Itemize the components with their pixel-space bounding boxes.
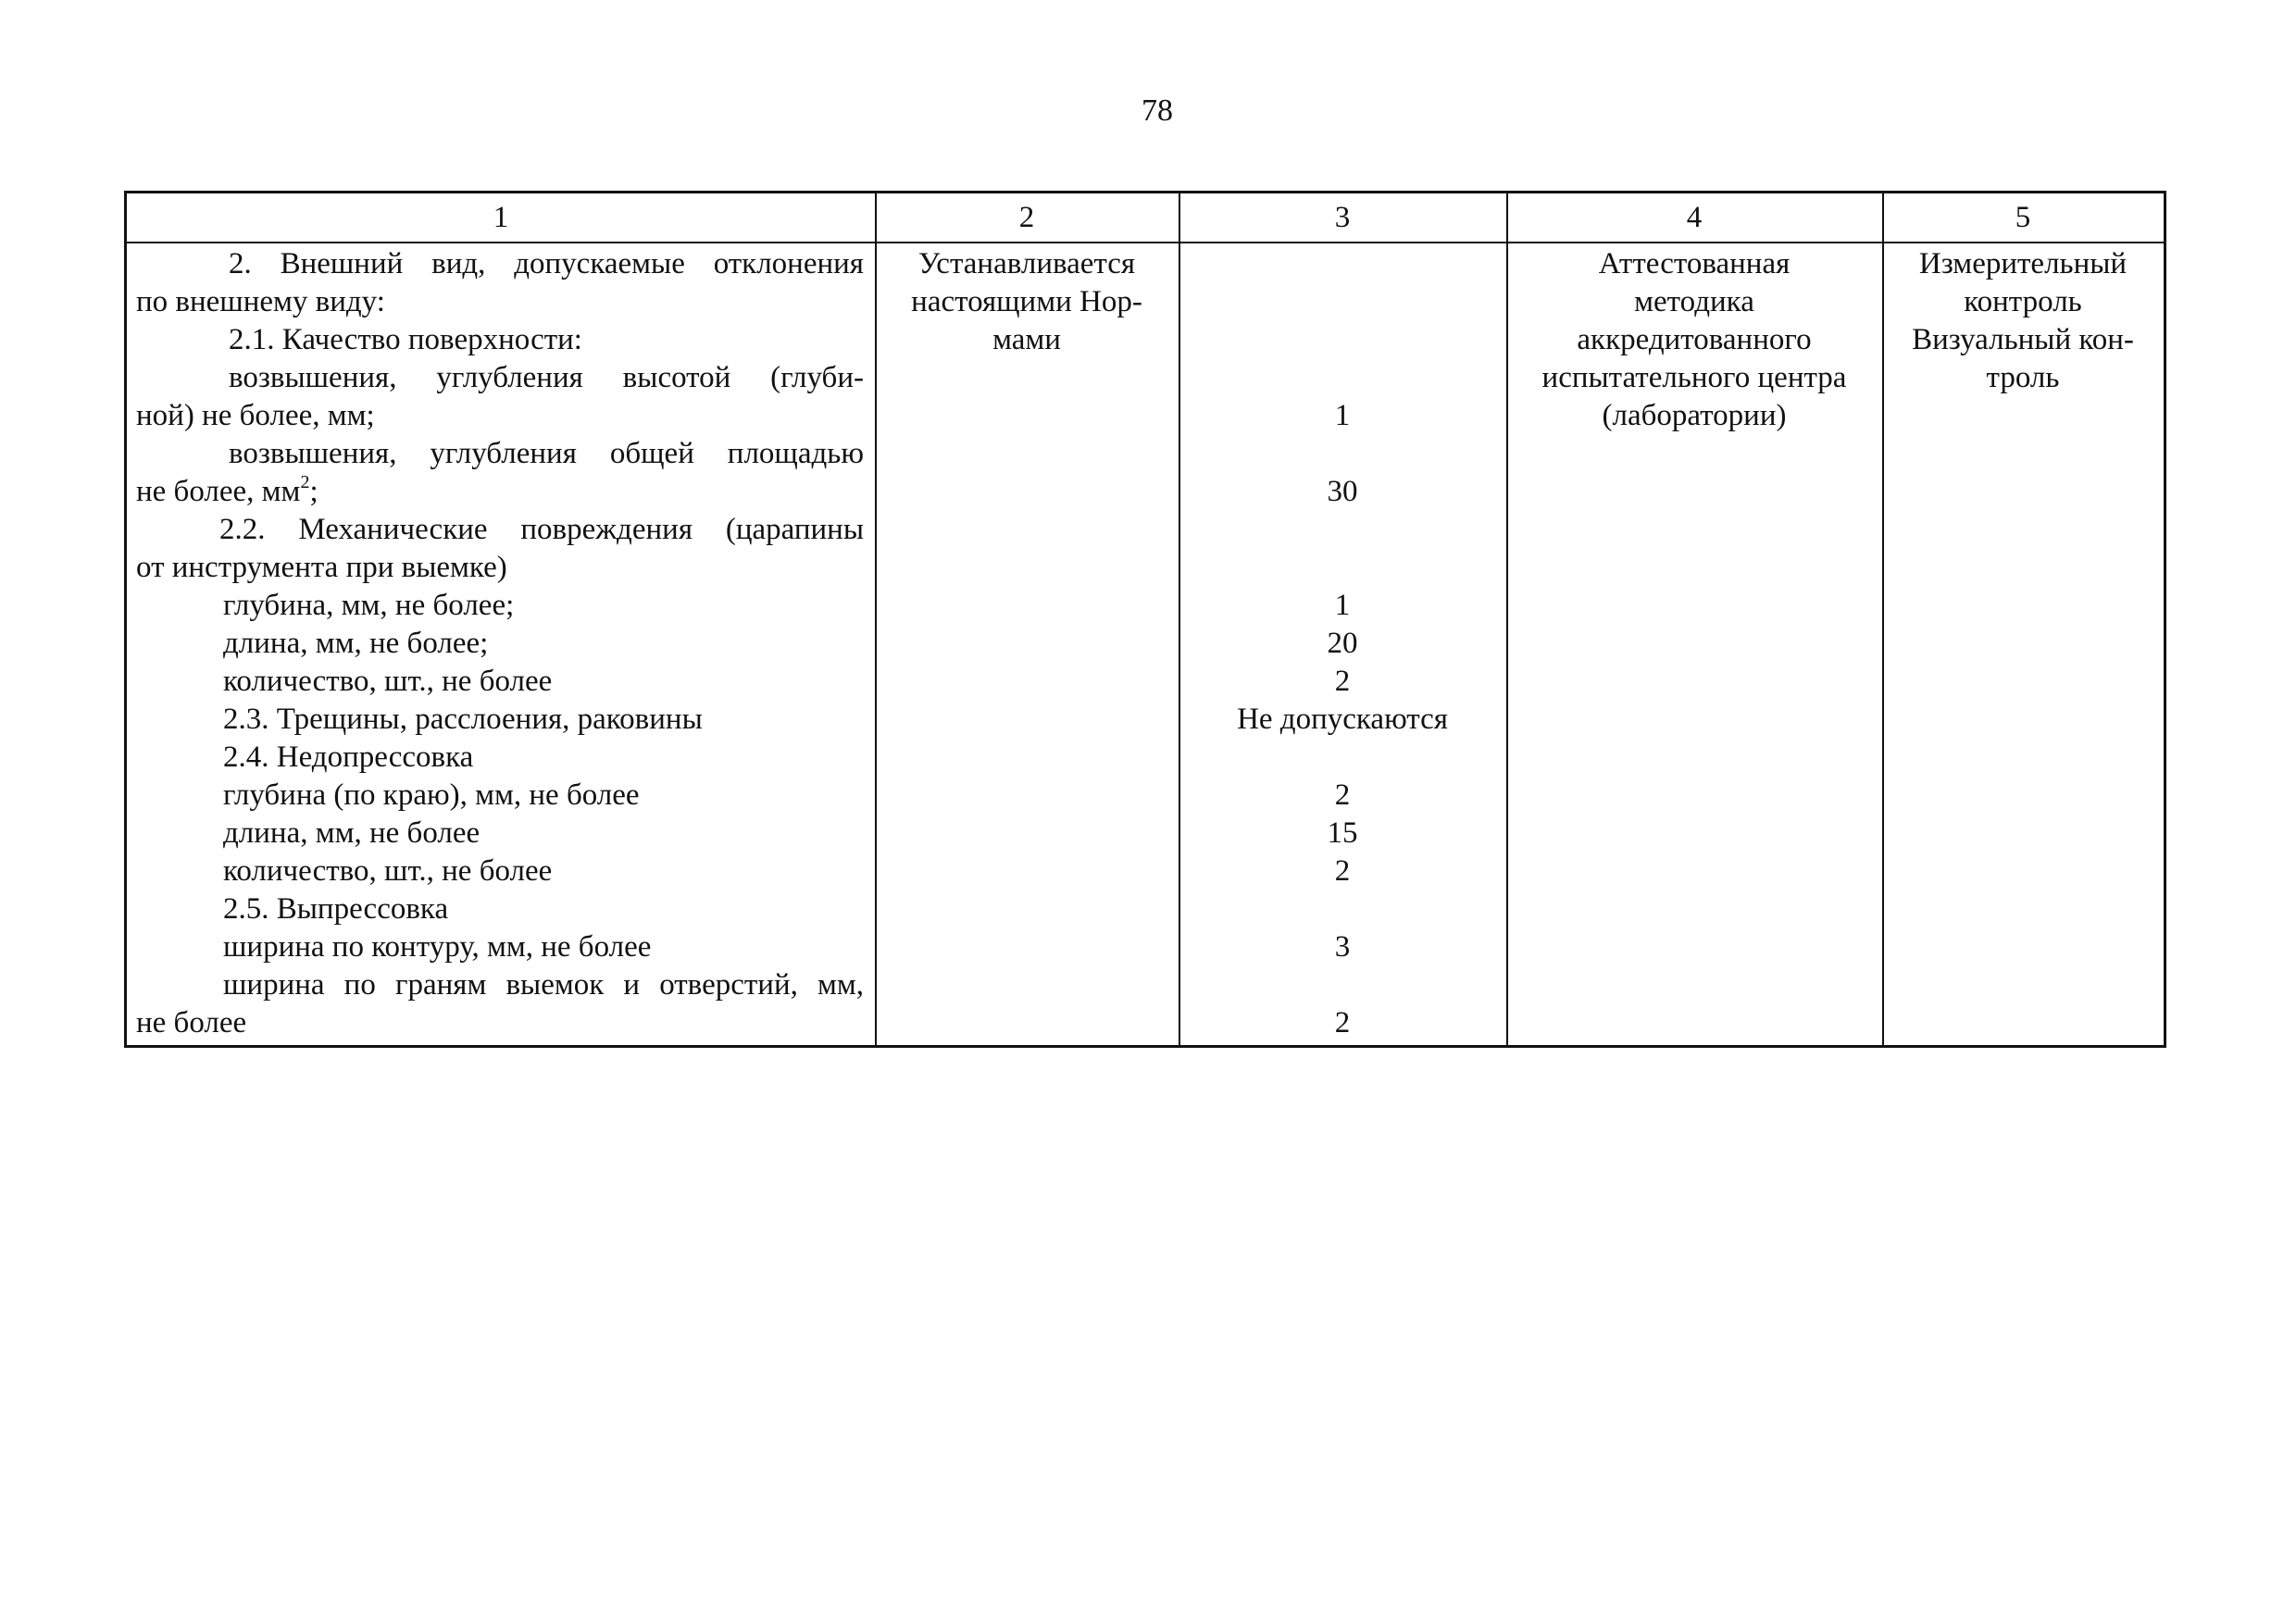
superscript-2: 2 [300,472,310,492]
column-5-body [1882,245,2164,397]
table-cell: 30 [1327,475,1358,508]
column-4-body [1506,245,1882,435]
table-line: мами [992,323,1061,356]
table-cell: 1 [1334,399,1351,432]
table-cell: 1 [1334,589,1351,622]
header-divider [127,242,2164,243]
table-line: испытательного центра [1541,361,1847,394]
header-cell-4: 4 [1686,201,1703,234]
header-cell-3: 3 [1334,201,1351,234]
table-line: 2.3. Трещины, расслоения, раковины [223,703,703,736]
table-line: количество, шт., не более [223,665,553,698]
table-line: глубина, мм, не более; [223,589,515,622]
table-line: не более [136,1006,247,1039]
table-line: контроль [1964,285,2082,318]
table-line: 2. Внешний вид, допускаемые отклонения [229,247,864,280]
table-cell [1179,511,1506,549]
header-cell-5: 5 [2015,201,2031,234]
table-cell [1179,739,1506,777]
table-line: Аттестованная [1598,247,1791,280]
table-cell: 2 [1334,1006,1351,1039]
semicolon: ; [309,475,318,508]
table-cell: 15 [1327,816,1358,850]
table-cell: Не допускаются [1237,703,1448,736]
table-cell [1179,245,1506,283]
table-cell [1179,549,1506,587]
table-line: ширина по граням выемок и отверстий, мм, [223,968,864,1002]
header-cell-1: 1 [493,201,509,234]
table-cell: 2 [1334,778,1351,812]
table-cell [1179,890,1506,928]
area-unit-label: не более, мм [136,475,301,508]
table-line [136,473,864,511]
column-3-body [1179,245,1506,1042]
table-cell [1179,359,1506,397]
table-line: по внешнему виду: [136,285,385,318]
table-line: 2.4. Недопрессовка [223,741,474,774]
table-line: Устанавливается [917,247,1136,280]
column-2-body [875,245,1179,359]
table-line: троль [1986,361,2060,394]
table-cell [1179,435,1506,473]
table-line: длина, мм, не более [223,816,480,850]
table-line: 2.2. Механические повреждения (царапины [219,513,864,546]
table-line: ширина по контуру, мм, не более [223,930,652,964]
table-cell [1179,966,1506,1004]
table-cell [1179,321,1506,359]
table-cell: 2 [1334,854,1351,888]
table-line: возвышения, углубления общей площадью [229,437,864,470]
table-line: глубина (по краю), мм, не более [223,778,640,812]
table-line: Измерительный [1918,247,2128,280]
table-line: аккредитованного [1577,323,1812,356]
table-cell: 3 [1334,930,1351,964]
page-number: 78 [1142,93,1173,128]
header-cell-2: 2 [1018,201,1035,234]
table-line: (лаборатории) [1602,399,1787,432]
table-cell: 2 [1334,665,1351,698]
table-line: ной) не более, мм; [136,399,375,432]
table-line: количество, шт., не более [223,854,553,888]
table-cell: 20 [1327,627,1358,660]
table-line: методика [1634,285,1754,318]
table-line: 2.5. Выпрессовка [223,892,449,926]
requirements-table [124,191,2166,1048]
table-line: длина, мм, не более; [223,627,489,660]
table-cell [1179,283,1506,321]
table-line: 2.1. Качество поверхности: [229,323,582,356]
table-line: от инструмента при выемке) [136,551,507,584]
table-line: возвышения, углубления высотой (глуби- [229,361,864,394]
table-line: настоящими Нор- [911,285,1142,318]
column-1-body [136,245,864,1042]
table-line: Визуальный кон- [1912,323,2134,356]
